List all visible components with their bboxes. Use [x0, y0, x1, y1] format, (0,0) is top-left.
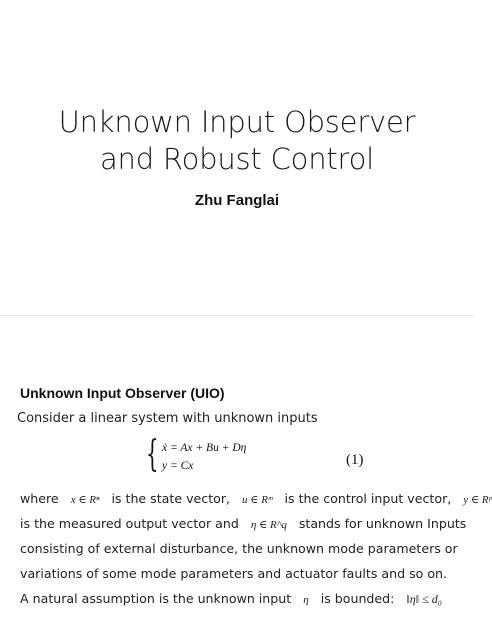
equation-number: (1) [346, 452, 364, 468]
brace-symbol: { [146, 434, 159, 475]
section-heading: Unknown Input Observer (UIO) [20, 385, 225, 401]
paragraph-line-4: variations of some mode parameters and actuator faults and so on. [20, 566, 448, 581]
math-x-in-rn: x ∈ Rⁿ [70, 494, 100, 506]
text-control-input: is the control input vector, [284, 491, 452, 506]
slide-title [0, 104, 474, 178]
paragraph-line-5 [20, 590, 460, 609]
math-y-in-rp: y ∈ Rᵖ [463, 494, 492, 506]
paragraph-line-1 [20, 490, 492, 509]
system-equation [146, 434, 276, 477]
math-eta: η [303, 594, 309, 606]
author-name: Zhu Fanglai [194, 192, 280, 209]
title-line-1: Unknown Input Observer [58, 105, 416, 139]
intro-text: Consider a linear system with unknown inputs [17, 411, 318, 426]
equation-line-2: y = Cx [162, 460, 194, 472]
title-slide [0, 0, 474, 316]
math-u-in-rm: u ∈ Rᵐ [242, 494, 273, 506]
paragraph-line-3: consisting of external disturbance, the unknown mode parameters or [20, 541, 458, 556]
text-natural-assumption: A natural assumption is the unknown input [20, 591, 292, 606]
text-where: where [20, 491, 59, 506]
equation-line-1: ẋ = Ax + Bu + Dη [162, 442, 247, 454]
title-line-2: and Robust Control [99, 142, 375, 176]
text-state-vector: is the state vector, [111, 491, 231, 506]
text-measured-output: is the measured output vector and [20, 516, 239, 531]
text-unknown-inputs: stands for unknown Inputs [298, 516, 467, 531]
paragraph-line-2 [20, 515, 467, 534]
math-bound: ‖η‖ ≤ d₀ [406, 592, 442, 606]
content-slide [0, 316, 492, 632]
math-eta-in-rq: η ∈ R^q [250, 519, 287, 531]
text-is-bounded: is bounded: [320, 591, 395, 606]
